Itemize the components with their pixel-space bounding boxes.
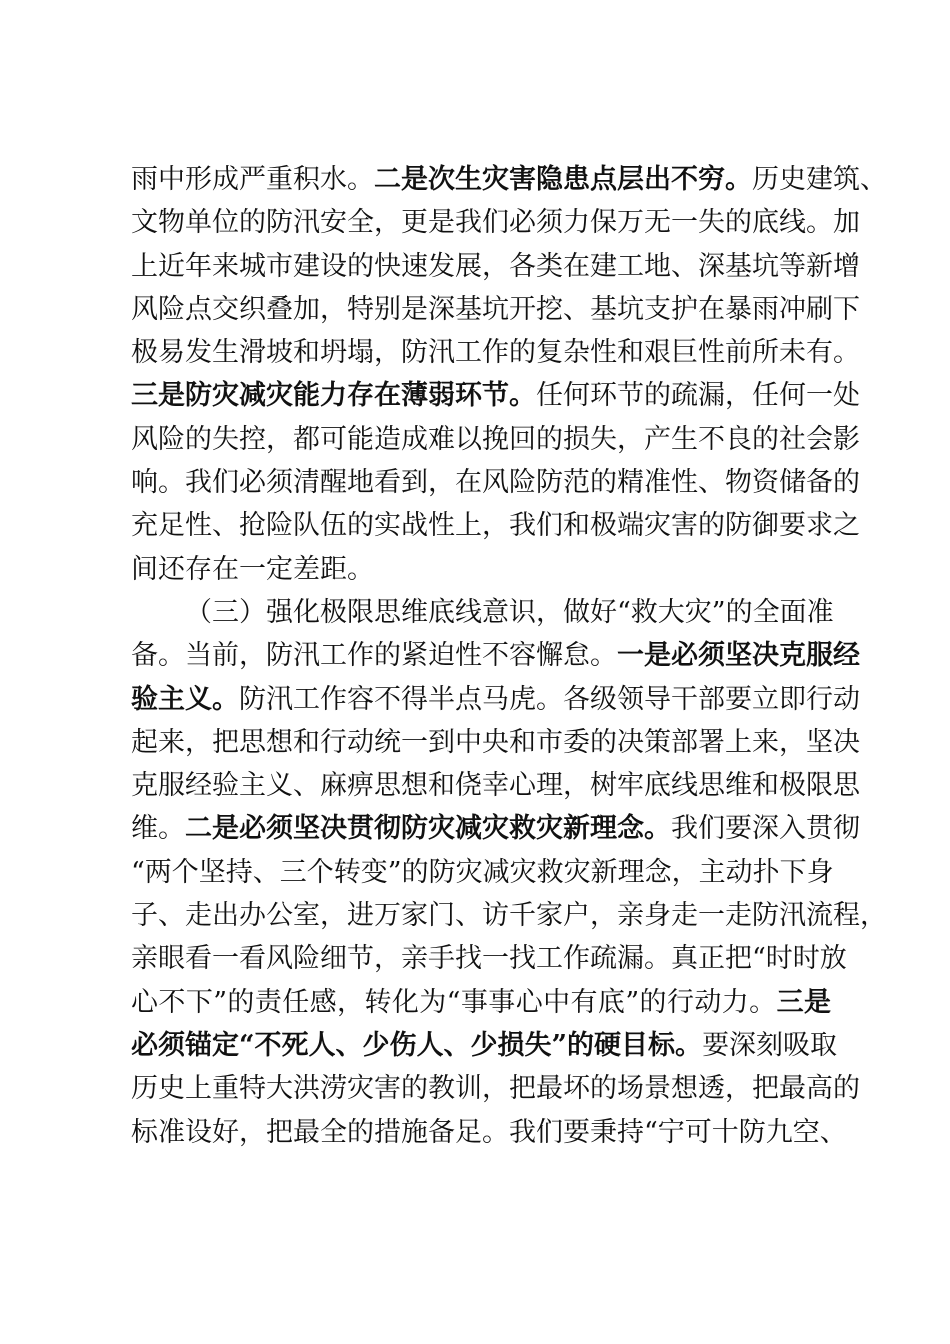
text-line <box>131 678 860 721</box>
body-text: 防汛工作容不得半点马虎。各级领导干部要立即行动 <box>239 683 860 715</box>
text-line <box>131 721 860 764</box>
text-line <box>131 158 887 201</box>
bold-heading-text: 一是必须坚决克服经 <box>617 640 860 672</box>
body-text: 响。我们必须清醒地看到，在风险防范的精准性、物资储备的 <box>131 467 860 499</box>
text-line <box>131 981 831 1024</box>
bold-heading-text: 必须锚定“不死人、少伤人、少损失”的硬目标。 <box>131 1029 703 1061</box>
body-text: 充足性、抢险队伍的实战性上，我们和极端灾害的防御要求之 <box>131 510 860 542</box>
text-line <box>131 591 834 634</box>
body-text: 克服经验主义、麻痹思想和侥幸心理，树牢底线思维和极限思 <box>131 770 860 802</box>
bold-heading-text: 验主义。 <box>131 683 239 715</box>
text-line <box>131 807 860 850</box>
body-text: 心不下”的责任感，转化为“事事心中有底”的行动力。 <box>131 986 777 1018</box>
text-line <box>131 461 860 504</box>
body-text: 任何环节的疏漏，任何一处 <box>536 380 860 412</box>
bold-heading-text: 二是次生灾害隐患点层出不穷。 <box>374 164 752 195</box>
bold-heading-text: 三是 <box>776 986 832 1018</box>
body-text: 文物单位的防汛安全，更是我们必须力保万无一失的底线。加 <box>131 207 860 239</box>
body-text: 维。 <box>131 813 185 845</box>
text-line <box>131 634 860 677</box>
text-line <box>131 894 887 937</box>
bold-heading-text: 二是必须坚决贯彻防灾减灾救灾新理念。 <box>185 813 671 845</box>
body-text: 历史上重特大洪涝灾害的教训，把最坏的场景想透，把最高的 <box>131 1073 860 1105</box>
body-text: 历史建筑、 <box>752 164 887 195</box>
text-line <box>131 937 847 980</box>
body-text: 标准设好，把最全的措施备足。我们要秉持“宁可十防九空、 <box>131 1116 847 1148</box>
text-line <box>131 288 860 331</box>
text-line <box>131 851 834 894</box>
body-text: 极易发生滑坡和坍塌，防汛工作的复杂性和艰巨性前所未有。 <box>131 337 860 369</box>
body-text: 起来，把思想和行动统一到中央和市委的决策部署上来，坚决 <box>131 726 860 758</box>
body-text: 亲眼看一看风险细节，亲手找一找工作疏漏。真正把“时时放 <box>131 943 847 975</box>
text-line <box>131 201 860 244</box>
text-line <box>131 764 860 807</box>
text-line <box>131 1024 838 1067</box>
body-text: 备。当前，防汛工作的紧迫性不容懈怠。 <box>131 640 617 672</box>
body-text: 我们要深入贯彻 <box>671 813 860 845</box>
body-text: 雨中形成严重积水。 <box>131 164 374 195</box>
body-text: “两个坚持、三个转变”的防灾减灾救灾新理念，主动扑下身 <box>131 856 834 888</box>
bold-heading-text: 三是防灾减灾能力存在薄弱环节。 <box>131 380 536 412</box>
document-body <box>131 158 887 1154</box>
text-line <box>131 1067 860 1110</box>
text-line <box>131 1111 847 1154</box>
body-text: 上近年来城市建设的快速发展，各类在建工地、深基坑等新增 <box>131 250 860 282</box>
body-text: （三）强化极限思维底线意识，做好“救大灾”的全面准 <box>185 596 834 628</box>
body-text: 子、走出办公室，进万家门、访千家户，亲身走一走防汛流程， <box>131 900 887 932</box>
text-line <box>131 245 860 288</box>
text-line <box>131 374 860 417</box>
text-line <box>131 331 860 374</box>
body-text: 风险的失控，都可能造成难以挽回的损失，产生不良的社会影 <box>131 423 860 455</box>
body-text: 风险点交织叠加，特别是深基坑开挖、基坑支护在暴雨冲刷下 <box>131 293 860 325</box>
body-text: 要深刻吸取 <box>702 1029 838 1061</box>
text-line <box>131 548 831 591</box>
text-line <box>131 418 860 461</box>
body-text: 间还存在一定差距。 <box>131 553 374 585</box>
text-line <box>131 504 860 547</box>
